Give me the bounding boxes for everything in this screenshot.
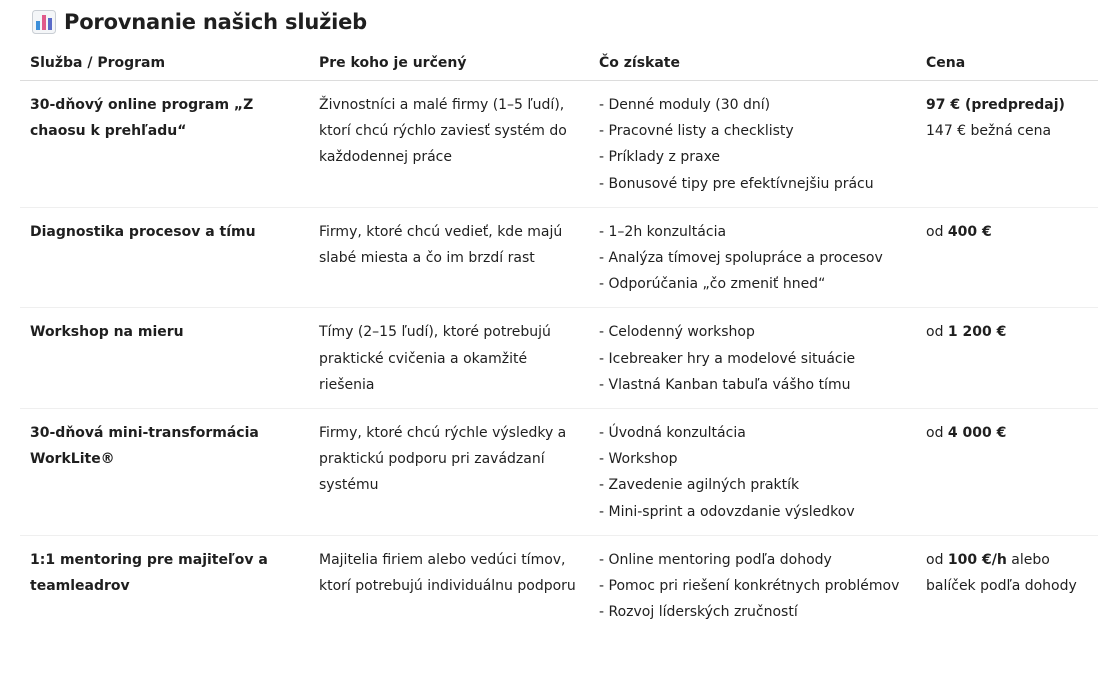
table-row xyxy=(20,308,1098,409)
benefit-item: - Rozvoj lídersk​ých zručností xyxy=(599,604,798,621)
column-header-audience: Pre koho je určený xyxy=(309,44,589,81)
benefit-item: - Odporúčania „čo zmeniť hned“ xyxy=(599,276,826,293)
service-price xyxy=(916,409,1098,536)
service-name: Diagnostika procesov a tímu xyxy=(20,207,309,308)
service-name: 1:1 mentoring pre majiteľov a teamleadrov xyxy=(30,551,268,595)
services-comparison-table xyxy=(20,44,1098,635)
benefit-item: - Úvodná konzultácia xyxy=(599,425,746,442)
benefit-item: - Pomoc pri riešení konkrétnych problémov xyxy=(599,578,900,595)
price-note: 147 € bežná cena xyxy=(926,123,1052,140)
column-header-service: Služba / Program xyxy=(20,44,309,81)
benefit-item: - Zavedenie agilných praktík xyxy=(599,477,800,494)
benefit-item: - Workshop xyxy=(599,451,678,468)
service-price xyxy=(916,308,1098,409)
benefit-item: - Príklady z praxe xyxy=(599,149,721,166)
service-name: 30-dňová mini-transformácia WorkLite® xyxy=(20,409,309,536)
service-name: Workshop na mieru xyxy=(20,308,309,409)
benefit-item: - Pracovné listy a checklisty xyxy=(599,123,794,140)
page-title: Porovnanie našich služieb xyxy=(64,10,367,34)
service-price xyxy=(916,207,1098,308)
benefit-item: - Mini-sprint a odovzdanie výsledkov xyxy=(599,503,855,520)
price-value: 4 000 € xyxy=(947,425,1007,442)
benefit-item: - Icebreaker hry a modelové situácie xyxy=(599,350,856,367)
benefit-item: - Analýza tímovej spolupráce a procesov xyxy=(599,250,883,267)
table-row xyxy=(20,409,1098,536)
service-benefits xyxy=(589,409,916,536)
benefit-item: - Bonusové tipy pre efektívnejšiu prácu xyxy=(599,175,874,192)
price-prefix: od xyxy=(926,223,944,240)
page-heading xyxy=(32,10,367,34)
price-value: 400 € xyxy=(947,223,992,240)
price-suffix: alebo balíček podľa dohody xyxy=(926,551,1077,595)
service-benefits xyxy=(589,535,916,635)
benefit-item: - Denné moduly (30 dní) xyxy=(599,97,771,113)
price-main: 97 € (predpredaj) xyxy=(926,97,1065,113)
price-prefix: od xyxy=(926,551,944,568)
service-audience: Tímy (2–15 ľudí), ktoré potrebujú praktické cvičenia a okamžité riešenia xyxy=(309,308,589,409)
table-row xyxy=(20,81,1098,208)
column-header-price: Cena xyxy=(916,44,1098,81)
price-value: 1 200 € xyxy=(947,324,1007,341)
bar-chart-icon xyxy=(32,10,56,34)
service-benefits xyxy=(589,308,916,409)
benefit-item: - Celodenný workshop xyxy=(599,324,755,341)
service-audience: Firmy, ktoré chcú rýchle výsledky a praktickú podporu pri zavádzaní systému xyxy=(309,409,589,536)
benefit-item: - Vlastná Kanban tabuľa vášho tímu xyxy=(599,376,851,393)
service-name: 30-dňový online program „Z chaosu k prehľadu“ xyxy=(20,81,309,208)
service-benefits xyxy=(589,207,916,308)
price-value: 100 €/h xyxy=(947,551,1007,568)
service-benefits xyxy=(589,81,916,208)
service-price xyxy=(916,535,1098,635)
table-row xyxy=(20,207,1098,308)
column-header-benefits: Čo získate xyxy=(589,44,916,81)
table-header-row xyxy=(20,44,1098,81)
table-row xyxy=(20,535,1098,635)
benefit-item: - 1–2h konzultácia xyxy=(599,223,727,240)
service-price xyxy=(916,81,1098,208)
benefit-item: - Online mentoring podľa dohody xyxy=(599,551,832,568)
service-audience: Živnostníci a malé firmy (1–5 ľudí), ktorí chcú rýchlo zaviesť systém do každodennej práce xyxy=(309,81,589,208)
price-prefix: od xyxy=(926,425,944,442)
service-audience: Majitelia firiem alebo vedúci tímov, ktorí potrebujú individuálnu podporu xyxy=(319,551,576,595)
service-audience: Firmy, ktoré chcú vedieť, kde majú slabé miesta a čo im brzdí rast xyxy=(309,207,589,308)
price-prefix: od xyxy=(926,324,944,341)
